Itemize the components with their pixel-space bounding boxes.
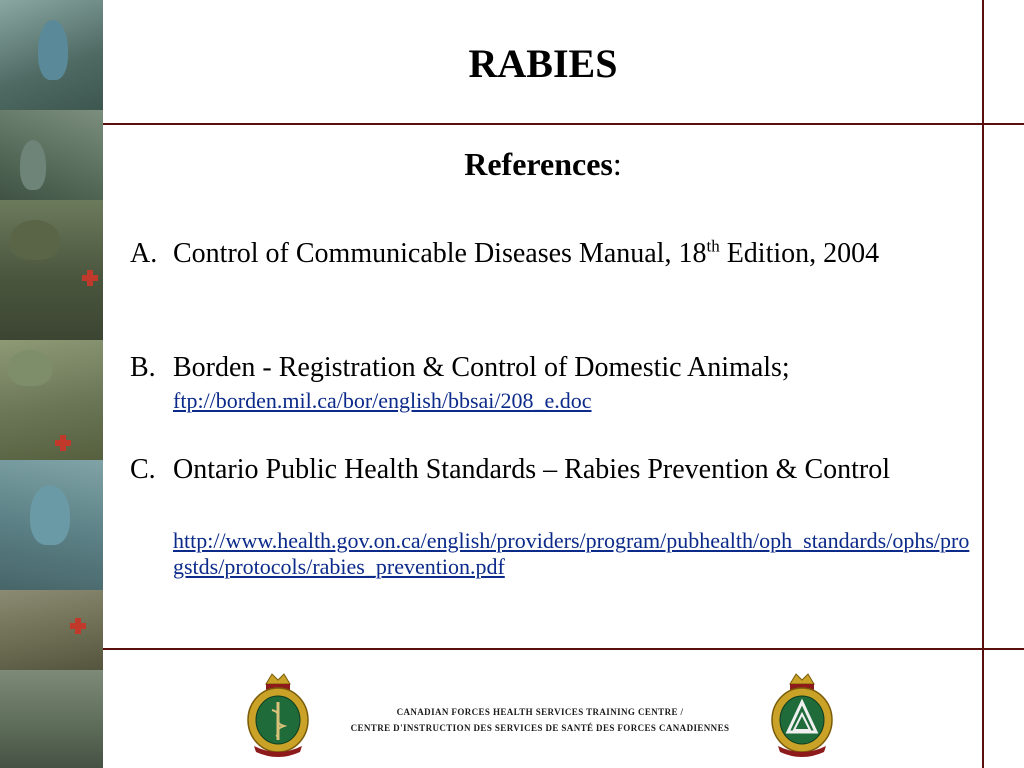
ordinal-suffix: th [706, 236, 720, 256]
slide-title: RABIES [468, 41, 618, 86]
photo-medics-1 [0, 0, 103, 110]
references-heading-colon: : [612, 146, 622, 182]
reference-text: Borden - Registration & Control of Domestic Animals; [173, 352, 790, 383]
footer-rule [103, 648, 1024, 650]
photo-soldier-helmet [0, 200, 103, 340]
header-rule [103, 123, 1024, 125]
photo-soldier-beret [0, 340, 103, 460]
photo-surgery [0, 460, 103, 590]
red-cross-icon [82, 270, 98, 286]
photo-soldier-armband [0, 590, 103, 670]
reference-text-rest: Edition, 2004 [719, 238, 880, 269]
reference-link-container [173, 528, 973, 580]
cfhstc-crest-left-icon [242, 670, 314, 758]
reference-marker: C. [130, 454, 156, 485]
reference-item [130, 238, 970, 270]
references-heading [103, 146, 983, 183]
footer-line-fr: CENTRE D'INSTRUCTION DES SERVICES DE SANTÉ DES FORCES CANADIENNES [350, 723, 730, 733]
reference-marker: A. [130, 238, 158, 269]
red-cross-icon [55, 435, 71, 451]
reference-item [130, 352, 970, 416]
red-cross-icon [70, 618, 86, 634]
cfhstc-crest-right-icon [766, 670, 838, 758]
photo-medics-2 [0, 110, 103, 200]
reference-link[interactable]: http://www.health.gov.on.ca/english/providers/program/pubhealth/oph_standards/ophs/progstds/protocols/rabies_prevention.pdf [173, 528, 970, 579]
footer-line-en: CANADIAN FORCES HEALTH SERVICES TRAINING CENTRE / [396, 707, 684, 717]
reference-marker: B. [130, 352, 156, 383]
reference-text: Ontario Public Health Standards – Rabies Prevention & Control [173, 454, 891, 485]
photo-classroom [0, 670, 103, 768]
reference-link[interactable]: ftp://borden.mil.ca/bor/english/bbsai/208_e.doc [173, 388, 592, 413]
reference-text-main: Control of Communicable Diseases Manual, 18 [173, 238, 707, 269]
photo-strip [0, 0, 103, 768]
right-rule [982, 0, 984, 768]
reference-item [130, 454, 970, 486]
reference-text [173, 238, 970, 270]
references-heading-text: References [464, 146, 613, 182]
